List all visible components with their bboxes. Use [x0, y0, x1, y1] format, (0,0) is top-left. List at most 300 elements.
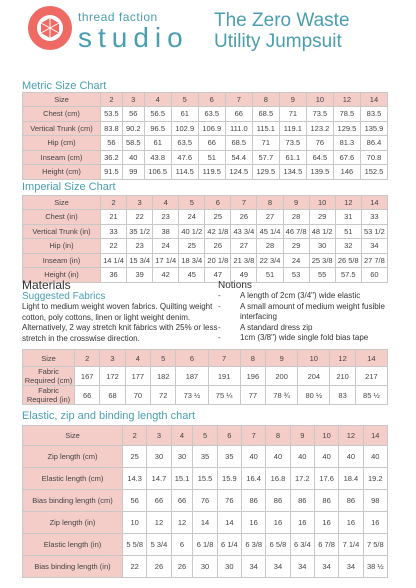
table-cell: 115.1	[252, 121, 279, 136]
table-cell: 24	[283, 253, 309, 268]
column-header: 3	[147, 426, 171, 446]
table-cell: 16	[339, 512, 363, 534]
table-cell: 12	[147, 512, 171, 534]
table-cell: 30	[147, 446, 171, 468]
column-header: 5	[151, 350, 176, 367]
table-cell: 83.5	[360, 107, 387, 122]
table-cell: 102.9	[171, 121, 198, 136]
table-cell: 86.4	[360, 136, 387, 151]
table-cell: 12	[171, 512, 193, 534]
table-header-row	[23, 93, 388, 107]
table-cell: 210	[330, 367, 355, 386]
table-cell: 76	[306, 136, 333, 151]
table-cell: 200	[266, 367, 298, 386]
table-cell: 63.5	[198, 107, 225, 122]
column-header: 9	[283, 196, 309, 210]
table-cell: 16	[266, 512, 290, 534]
thread-spool-icon	[28, 6, 72, 50]
table-cell: 16	[314, 512, 338, 534]
table-cell: 34	[242, 556, 266, 578]
table-cell: 56	[122, 107, 144, 122]
table-cell: 25 3/8	[309, 253, 335, 268]
table-cell: 47	[205, 268, 231, 283]
table-cell: 24	[153, 239, 179, 254]
table-cell: 32	[335, 239, 361, 254]
table-cell: 26	[231, 210, 257, 225]
imperial-size-table	[22, 195, 388, 283]
row-label: Hip (in)	[23, 239, 101, 254]
table-cell: 68	[100, 386, 125, 405]
notion-item: - A length of 2cm (3/4") wide elastic	[218, 291, 361, 300]
table-cell: 15 3/4	[127, 253, 153, 268]
table-cell: 81.3	[333, 136, 360, 151]
column-header: 9	[279, 93, 306, 107]
table-cell: 40	[363, 446, 387, 468]
row-label: Zip length (in)	[23, 512, 123, 534]
title-line-2: Utility Jumpsuit	[214, 31, 342, 52]
column-header: 5	[179, 196, 205, 210]
row-label: Height (in)	[23, 268, 101, 283]
row-label: Vertical Trunk (cm)	[23, 121, 101, 136]
table-row	[23, 136, 388, 151]
table-cell: 53 1/2	[361, 224, 387, 239]
table-cell: 14 1/4	[101, 253, 127, 268]
table-cell: 34	[361, 239, 387, 254]
notion-item: - A standard dress zip	[218, 322, 313, 332]
table-cell: 22 3/4	[257, 253, 283, 268]
column-header: 12	[333, 93, 360, 107]
table-cell: 54.4	[225, 150, 252, 165]
table-cell: 85 ½	[355, 386, 387, 405]
table-cell: 129.5	[333, 121, 360, 136]
table-cell: 16	[242, 512, 266, 534]
table-cell: 64.5	[306, 150, 333, 165]
table-cell: 187	[176, 367, 208, 386]
column-header: 5	[171, 93, 198, 107]
table-cell: 30	[193, 556, 217, 578]
table-cell: 18 3/4	[179, 253, 205, 268]
column-header-size: Size	[23, 93, 101, 107]
table-row	[23, 386, 388, 405]
row-label: Chest (cm)	[23, 107, 101, 122]
fabric-required-table	[22, 349, 388, 405]
column-header: 7	[225, 93, 252, 107]
table-cell: 16.8	[266, 468, 290, 490]
table-cell: 17 1/4	[153, 253, 179, 268]
table-cell: 29	[283, 239, 309, 254]
table-cell: 30	[309, 239, 335, 254]
table-cell: 91.5	[101, 165, 123, 180]
column-header: 6	[176, 350, 208, 367]
table-row	[23, 210, 388, 225]
column-header: 6	[217, 426, 241, 446]
table-cell: 40	[122, 150, 144, 165]
table-cell: 98	[363, 490, 387, 512]
column-header: 7	[242, 426, 266, 446]
table-cell: 123.2	[306, 121, 333, 136]
table-row	[23, 534, 388, 556]
table-cell: 86	[339, 490, 363, 512]
table-cell: 35	[193, 446, 217, 468]
table-cell: 34	[339, 556, 363, 578]
table-cell: 167	[75, 367, 100, 386]
column-header: 10	[298, 350, 330, 367]
brand-top: thread faction	[78, 10, 158, 24]
column-header: 14	[355, 350, 387, 367]
table-cell: 86	[290, 490, 314, 512]
table-cell: 28	[257, 239, 283, 254]
table-cell: 30	[217, 556, 241, 578]
materials-heading: Materials	[22, 278, 71, 292]
column-header: 2	[75, 350, 100, 367]
table-cell: 45	[179, 268, 205, 283]
column-header: 6	[198, 93, 225, 107]
table-cell: 72	[151, 386, 176, 405]
table-cell: 17.6	[314, 468, 338, 490]
table-cell: 71	[252, 136, 279, 151]
table-cell: 40	[339, 446, 363, 468]
table-cell: 86	[242, 490, 266, 512]
column-header: 7	[231, 196, 257, 210]
table-cell: 83	[330, 386, 355, 405]
table-cell: 39	[127, 268, 153, 283]
table-cell: 56	[101, 136, 123, 151]
table-cell: 49	[231, 268, 257, 283]
table-cell: 191	[208, 367, 240, 386]
table-cell: 5 5/8	[123, 534, 147, 556]
table-cell: 217	[355, 367, 387, 386]
column-header: 6	[205, 196, 231, 210]
table-row	[23, 556, 388, 578]
materials-text: Light to medium weight woven fabrics. Quilting weight cotton, poly cottons, linen or light weight denim. Alternatively, 2 way stretch knit fabrics with 25% or less stretch in the crosswise direction.	[22, 302, 218, 343]
column-header: 2	[101, 196, 127, 210]
table-cell: 43.8	[144, 150, 171, 165]
table-cell: 7 1/4	[339, 534, 363, 556]
table-cell: 38 ½	[363, 556, 387, 578]
row-label: Bias binding length (cm)	[23, 490, 123, 512]
table-header-row	[23, 196, 388, 210]
row-label: Bias binding length (in)	[23, 556, 123, 578]
column-header: 12	[339, 426, 363, 446]
table-cell: 47.6	[171, 150, 198, 165]
table-cell: 57.7	[252, 150, 279, 165]
table-cell: 99	[122, 165, 144, 180]
table-cell: 34	[314, 556, 338, 578]
table-cell: 25	[205, 210, 231, 225]
table-cell: 78.5	[333, 107, 360, 122]
table-cell: 177	[125, 367, 150, 386]
table-row	[23, 512, 388, 534]
column-header: 3	[100, 350, 125, 367]
table-row	[23, 150, 388, 165]
table-cell: 66	[147, 490, 171, 512]
table-row	[23, 268, 388, 283]
row-label: Fabric Required (in)	[23, 386, 75, 405]
table-cell: 146	[333, 165, 360, 180]
elastic-heading: Elastic, zip and binding length chart	[22, 410, 196, 422]
table-cell: 31	[335, 210, 361, 225]
table-header-row	[23, 426, 388, 446]
table-cell: 152.5	[360, 165, 387, 180]
column-header: 3	[127, 196, 153, 210]
table-cell: 15.1	[171, 468, 193, 490]
table-cell: 14	[217, 512, 241, 534]
table-cell: 26	[205, 239, 231, 254]
table-cell: 114.5	[171, 165, 198, 180]
table-cell: 90.2	[122, 121, 144, 136]
page-title	[214, 10, 350, 52]
table-cell: 22	[101, 239, 127, 254]
table-cell: 55	[309, 268, 335, 283]
column-header: 7	[208, 350, 240, 367]
table-cell: 51	[257, 268, 283, 283]
table-cell: 61	[171, 107, 198, 122]
table-row	[23, 367, 388, 386]
table-cell: 73.5	[279, 136, 306, 151]
table-cell: 27	[231, 239, 257, 254]
table-cell: 196	[240, 367, 265, 386]
table-cell: 40	[242, 446, 266, 468]
table-cell: 14	[193, 512, 217, 534]
table-cell: 67.6	[333, 150, 360, 165]
table-cell: 71	[279, 107, 306, 122]
table-cell: 61	[144, 136, 171, 151]
table-cell: 40	[290, 446, 314, 468]
table-cell: 7 5/8	[363, 534, 387, 556]
row-label: Chest (in)	[23, 210, 101, 225]
table-cell: 33	[361, 210, 387, 225]
table-cell: 40 1/2	[179, 224, 205, 239]
table-cell: 53.5	[101, 107, 123, 122]
table-cell: 68.5	[252, 107, 279, 122]
table-cell: 119.1	[279, 121, 306, 136]
table-cell: 6 7/8	[314, 534, 338, 556]
column-header: 14	[360, 93, 387, 107]
table-cell: 35	[217, 446, 241, 468]
notion-item: - A small amount of medium weight fusible interfacing	[218, 301, 385, 321]
table-cell: 70.8	[360, 150, 387, 165]
table-cell: 73.5	[306, 107, 333, 122]
column-header: 2	[101, 93, 123, 107]
table-cell: 61.1	[279, 150, 306, 165]
table-cell: 45 1/4	[257, 224, 283, 239]
table-cell: 43 3/4	[231, 224, 257, 239]
table-cell: 66	[198, 136, 225, 151]
table-cell: 75 ¼	[208, 386, 240, 405]
table-cell: 68.5	[225, 136, 252, 151]
table-cell: 27	[257, 210, 283, 225]
brand-main: studio	[78, 22, 189, 53]
logo	[14, 6, 214, 72]
table-cell: 21	[101, 210, 127, 225]
table-cell: 57.5	[335, 268, 361, 283]
table-cell: 78 ¾	[266, 386, 298, 405]
table-cell: 42	[153, 268, 179, 283]
title-line-1: The Zero Waste	[214, 10, 350, 31]
table-cell: 6 3/8	[242, 534, 266, 556]
table-cell: 60	[361, 268, 387, 283]
column-header: 10	[309, 196, 335, 210]
column-header: 9	[290, 426, 314, 446]
table-cell: 26	[147, 556, 171, 578]
table-cell: 70	[125, 386, 150, 405]
table-cell: 53	[283, 268, 309, 283]
notions-heading: Notions	[218, 280, 252, 291]
column-header: 10	[306, 93, 333, 107]
table-cell: 30	[171, 446, 193, 468]
row-label: Inseam (in)	[23, 253, 101, 268]
table-cell: 16	[363, 512, 387, 534]
table-cell: 14.3	[123, 468, 147, 490]
column-header: 10	[314, 426, 338, 446]
column-header-size: Size	[23, 196, 101, 210]
table-cell: 36.2	[101, 150, 123, 165]
table-row	[23, 468, 388, 490]
table-row	[23, 165, 388, 180]
table-cell: 86	[314, 490, 338, 512]
table-row	[23, 239, 388, 254]
column-header: 14	[361, 196, 387, 210]
table-cell: 83.8	[101, 121, 123, 136]
table-cell: 106.9	[198, 121, 225, 136]
row-label: Zip length (cm)	[23, 446, 123, 468]
table-cell: 48 1/2	[309, 224, 335, 239]
table-cell: 63.5	[171, 136, 198, 151]
table-cell: 124.5	[225, 165, 252, 180]
metric-heading: Metric Size Chart	[22, 80, 107, 92]
table-cell: 46 7/8	[283, 224, 309, 239]
column-header-size: Size	[23, 350, 75, 367]
table-cell: 6 3/4	[290, 534, 314, 556]
table-cell: 16	[290, 512, 314, 534]
notion-item: - 1cm (3/8") wide single fold bias tape	[218, 333, 369, 342]
column-header: 12	[330, 350, 355, 367]
table-cell: 58.5	[122, 136, 144, 151]
table-cell: 42 1/8	[205, 224, 231, 239]
table-cell: 96.5	[144, 121, 171, 136]
table-cell: 129.5	[252, 165, 279, 180]
column-header: 12	[335, 196, 361, 210]
table-cell: 36	[101, 268, 127, 283]
table-cell: 28	[283, 210, 309, 225]
metric-size-table	[22, 92, 388, 180]
table-cell: 40	[314, 446, 338, 468]
table-cell: 14.7	[147, 468, 171, 490]
row-label: Hip (cm)	[23, 136, 101, 151]
table-cell: 23	[153, 210, 179, 225]
table-row	[23, 224, 388, 239]
table-cell: 6	[171, 534, 193, 556]
table-cell: 86	[266, 490, 290, 512]
table-cell: 182	[151, 367, 176, 386]
table-cell: 29	[309, 210, 335, 225]
table-cell: 56	[123, 490, 147, 512]
table-cell: 51	[335, 224, 361, 239]
table-cell: 6 1/8	[193, 534, 217, 556]
column-header: 8	[240, 350, 265, 367]
column-header: 8	[252, 93, 279, 107]
notions-list	[218, 291, 408, 344]
table-cell: 19.2	[363, 468, 387, 490]
table-cell: 26 5/8	[335, 253, 361, 268]
table-cell: 25	[123, 446, 147, 468]
column-header: 14	[363, 426, 387, 446]
row-label: Vertical Trunk (in)	[23, 224, 101, 239]
table-cell: 17.2	[290, 468, 314, 490]
table-cell: 26	[171, 556, 193, 578]
table-cell: 34	[290, 556, 314, 578]
table-cell: 6 1/4	[217, 534, 241, 556]
elastic-length-table	[22, 425, 388, 578]
table-cell: 27 7/8	[361, 253, 387, 268]
column-header: 4	[125, 350, 150, 367]
table-cell: 20 1/8	[205, 253, 231, 268]
table-cell: 80 ½	[298, 386, 330, 405]
table-cell: 76	[217, 490, 241, 512]
row-label: Elastic length (in)	[23, 534, 123, 556]
table-cell: 34	[266, 556, 290, 578]
table-row	[23, 446, 388, 468]
table-cell: 66	[171, 490, 193, 512]
table-row	[23, 107, 388, 122]
table-cell: 111.0	[225, 121, 252, 136]
table-cell: 56.5	[144, 107, 171, 122]
table-cell: 25	[179, 239, 205, 254]
table-cell: 35 1/2	[127, 224, 153, 239]
table-cell: 51	[198, 150, 225, 165]
imperial-heading: Imperial Size Chart	[22, 181, 116, 193]
table-cell: 5 3/4	[147, 534, 171, 556]
table-header-row	[23, 350, 388, 367]
table-cell: 22	[123, 556, 147, 578]
table-cell: 66	[75, 386, 100, 405]
materials-subheading: Suggested Fabrics	[22, 291, 106, 302]
table-cell: 15.5	[193, 468, 217, 490]
table-cell: 172	[100, 367, 125, 386]
table-cell: 204	[298, 367, 330, 386]
table-cell: 24	[179, 210, 205, 225]
table-row	[23, 253, 388, 268]
table-cell: 139.5	[306, 165, 333, 180]
table-cell: 22	[127, 210, 153, 225]
column-header: 4	[153, 196, 179, 210]
table-cell: 15.9	[217, 468, 241, 490]
table-cell: 16.4	[242, 468, 266, 490]
column-header: 5	[193, 426, 217, 446]
column-header: 9	[266, 350, 298, 367]
column-header: 8	[257, 196, 283, 210]
table-cell: 38	[153, 224, 179, 239]
table-cell: 21 3/8	[231, 253, 257, 268]
row-label: Fabric Required (cm)	[23, 367, 75, 386]
table-cell: 10	[123, 512, 147, 534]
table-cell: 40	[266, 446, 290, 468]
row-label: Elastic length (cm)	[23, 468, 123, 490]
column-header-size: Size	[23, 426, 123, 446]
column-header: 3	[122, 93, 144, 107]
table-cell: 6 5/8	[266, 534, 290, 556]
table-row	[23, 490, 388, 512]
table-cell: 106.5	[144, 165, 171, 180]
column-header: 2	[123, 426, 147, 446]
column-header: 4	[144, 93, 171, 107]
table-cell: 134.5	[279, 165, 306, 180]
column-header: 4	[171, 426, 193, 446]
table-cell: 77	[240, 386, 265, 405]
table-cell: 23	[127, 239, 153, 254]
table-cell: 76	[193, 490, 217, 512]
row-label: Inseam (cm)	[23, 150, 101, 165]
